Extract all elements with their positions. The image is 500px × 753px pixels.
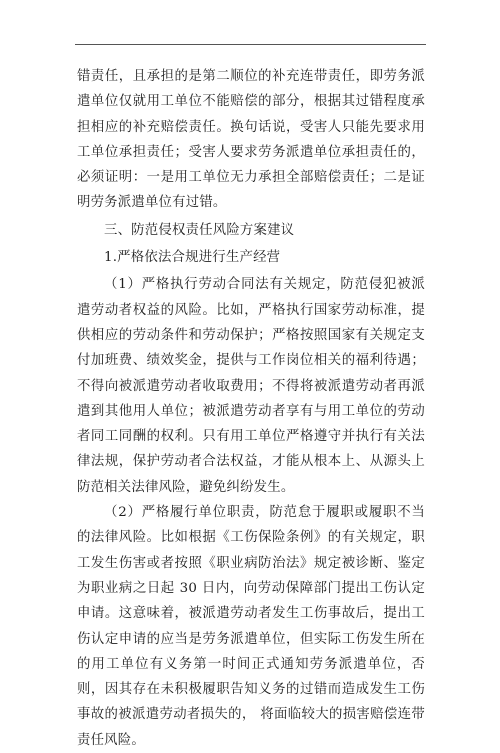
- section-heading: 三、防范侵权责任风险方案建议: [104, 222, 295, 238]
- paragraph-item-1: （1）严格执行劳动合同法有关规定，防范侵犯被派遣劳动者权益的风险。比如，严格执行国家劳动标准，提供相应的劳动条件和劳动保护；严格按照国家有关规定支付加班费、绩效奖金，提供与工作岗位相关的福利待遇；不得向被派遣劳动者收取费用；不得将被派遣劳动者再派遣到其他用人单位；被派遣劳动者享有与用工单位的劳动者同工同酬的权利。只有用工单位严格遵守并执行有关法律法规，保护劳动者合法权益，才能从根本上、从源头上防范相关法律风险，避免纠纷发生。: [77, 277, 425, 495]
- header-rule: [75, 44, 426, 45]
- document-body: [77, 64, 425, 753]
- paragraph-item-2: （2）严格履行单位职责，防范怠于履职或履职不当的法律风险。比如根据《工伤保险条例》的有关规定，职工发生伤害或者按照《职业病防治法》规定被诊断、鉴定为职业病之日起 30 日内，向劳动保障部门提出工伤认定申请。这意味着，被派遣劳动者发生工伤事故后，提出工伤认定申请的应当是劳务派遣单位，但实际工伤发生所在的用工单位有义务第一时间正式通知劳务派遣单位，否则，因其存在未积极履职告知义务的过错而造成发生工伤事故的被派遣劳动者损失的， 将面临较大的损害赔偿连带责任风险。: [77, 505, 425, 748]
- paragraph-continuation: 错责任，且承担的是第二顺位的补充连带责任，即劳务派遣单位仅就用工单位不能赔偿的部分，根据其过错程度承担相应的补充赔偿责任。换句话说，受害人只能先要求用工单位承担责任；受害人要求劳务派遣单位承担责任的，必须证明：一是用工单位无力承担全部赔偿责任；二是证明劳务派遣单位有过错。: [77, 69, 425, 211]
- subsection-heading: 1.严格依法合规进行生产经营: [104, 250, 281, 266]
